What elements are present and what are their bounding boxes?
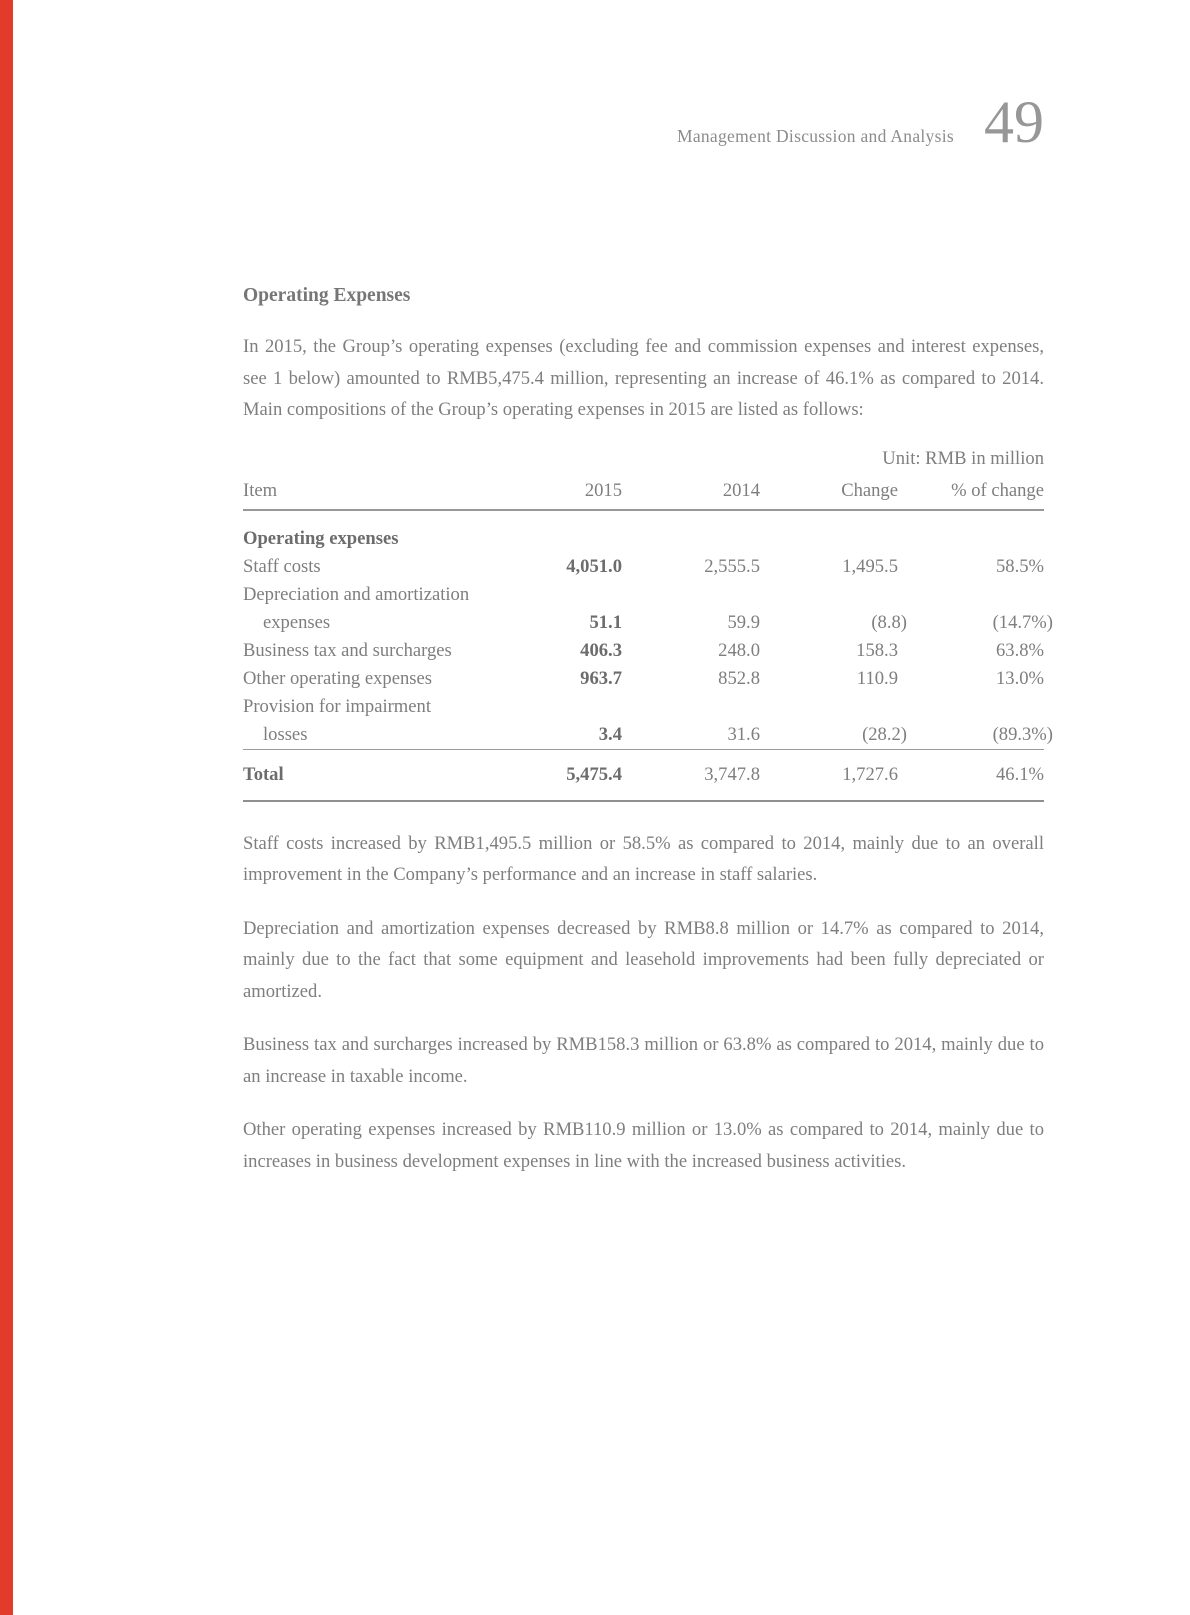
cell-value: 158.3 xyxy=(856,639,898,661)
cell-value: 406.3 xyxy=(580,639,622,661)
table-row xyxy=(243,581,1044,609)
cell-value xyxy=(898,581,1044,609)
cell-value xyxy=(622,693,760,721)
table-row xyxy=(243,510,1044,553)
row-label: expenses xyxy=(263,611,331,633)
table-body xyxy=(243,510,1053,750)
cell-value xyxy=(507,510,622,553)
total-value: 3,747.8 xyxy=(622,749,760,801)
cell-value: (14.7%) xyxy=(992,611,1053,633)
cell-value xyxy=(507,581,622,609)
cell-value xyxy=(622,510,760,553)
cell-value: 58.5% xyxy=(995,555,1044,577)
cell-value xyxy=(898,693,1044,721)
paragraph: Other operating expenses increased by RMB110.9 million or 13.0% as compared to 2014, mainly due to increases in business development expenses in line with the increased business activities. xyxy=(243,1119,1044,1172)
row-label: Depreciation and amortization xyxy=(243,583,470,605)
cell-value xyxy=(622,581,760,609)
cell-value: (89.3%) xyxy=(992,723,1053,745)
cell-value: 2,555.5 xyxy=(704,555,760,577)
operating-expenses-table xyxy=(243,479,1053,802)
body-paragraphs xyxy=(243,828,1044,1178)
paragraph: Depreciation and amortization expenses decreased by RMB8.8 million or 14.7% as compared to 2014, mainly due to the fact that some equipment and leasehold improvements had been fully depreciated or amortized. xyxy=(243,917,1044,1002)
cell-value: 13.0% xyxy=(995,667,1044,689)
cell-value: 1,495.5 xyxy=(842,555,898,577)
cell-value: 59.9 xyxy=(727,611,760,633)
cell-value: (8.8) xyxy=(871,611,907,633)
row-label: Staff costs xyxy=(243,555,321,577)
total-value: 5,475.4 xyxy=(507,749,622,801)
table-row xyxy=(243,693,1044,721)
table-header-row xyxy=(243,480,1044,510)
cell-value xyxy=(898,510,1044,553)
table-row xyxy=(243,637,1044,665)
intro-paragraph: In 2015, the Group’s operating expenses (excluding fee and commission expenses and interest expenses, see 1 below) amounted to RMB5,475.4 million, representing an increase of 46.1% as compared to 2014. Main compositions of the Group’s operating expenses in 2015 are listed as follows: xyxy=(243,336,1044,420)
cell-value xyxy=(760,510,898,553)
cell-value: 3.4 xyxy=(598,723,622,745)
table-row xyxy=(243,553,1044,581)
column-header: Change xyxy=(760,480,898,510)
row-label: Provision for impairment xyxy=(243,695,431,717)
header-title: Management Discussion and Analysis xyxy=(676,126,954,146)
total-row xyxy=(243,749,1044,801)
row-label: Other operating expenses xyxy=(243,667,432,689)
page-number: 49 xyxy=(984,89,1044,155)
row-label: losses xyxy=(263,723,308,745)
cell-value xyxy=(760,693,898,721)
cell-value xyxy=(507,693,622,721)
cell-value: 248.0 xyxy=(718,639,760,661)
column-header: Item xyxy=(243,480,507,510)
total-label: Total xyxy=(243,749,507,801)
total-value: 46.1% xyxy=(898,749,1044,801)
paragraph: Staff costs increased by RMB1,495.5 million or 58.5% as compared to 2014, mainly due to an overall improvement in the Company’s performance and an increase in staff salaries. xyxy=(243,832,1044,885)
cell-value: (28.2) xyxy=(862,723,907,745)
table-row xyxy=(243,665,1044,693)
column-header: 2014 xyxy=(622,480,760,510)
table-row xyxy=(243,721,1044,750)
cell-value: 31.6 xyxy=(727,723,760,745)
section-heading: Operating Expenses xyxy=(243,285,411,306)
unit-label: Unit: RMB in million xyxy=(882,447,1044,469)
cell-value: 963.7 xyxy=(580,667,622,689)
column-header: 2015 xyxy=(507,480,622,510)
cell-value: 110.9 xyxy=(856,667,898,689)
column-header: % of change xyxy=(898,480,1044,510)
table-row xyxy=(243,609,1044,637)
cell-value: 51.1 xyxy=(589,611,622,633)
paragraph: Business tax and surcharges increased by RMB158.3 million or 63.8% as compared to 2014, mainly due to an increase in taxable income. xyxy=(243,1034,1044,1087)
report-header xyxy=(676,89,1044,155)
row-label: Business tax and surcharges xyxy=(243,639,452,661)
total-value: 1,727.6 xyxy=(760,749,898,801)
page-content xyxy=(243,285,1053,1199)
cell-value: 4,051.0 xyxy=(566,555,622,577)
cell-value: 852.8 xyxy=(718,667,760,689)
row-label: Operating expenses xyxy=(243,527,399,549)
cell-value: 63.8% xyxy=(995,639,1044,661)
page-edge-accent-bar xyxy=(0,0,13,1615)
cell-value xyxy=(760,581,898,609)
